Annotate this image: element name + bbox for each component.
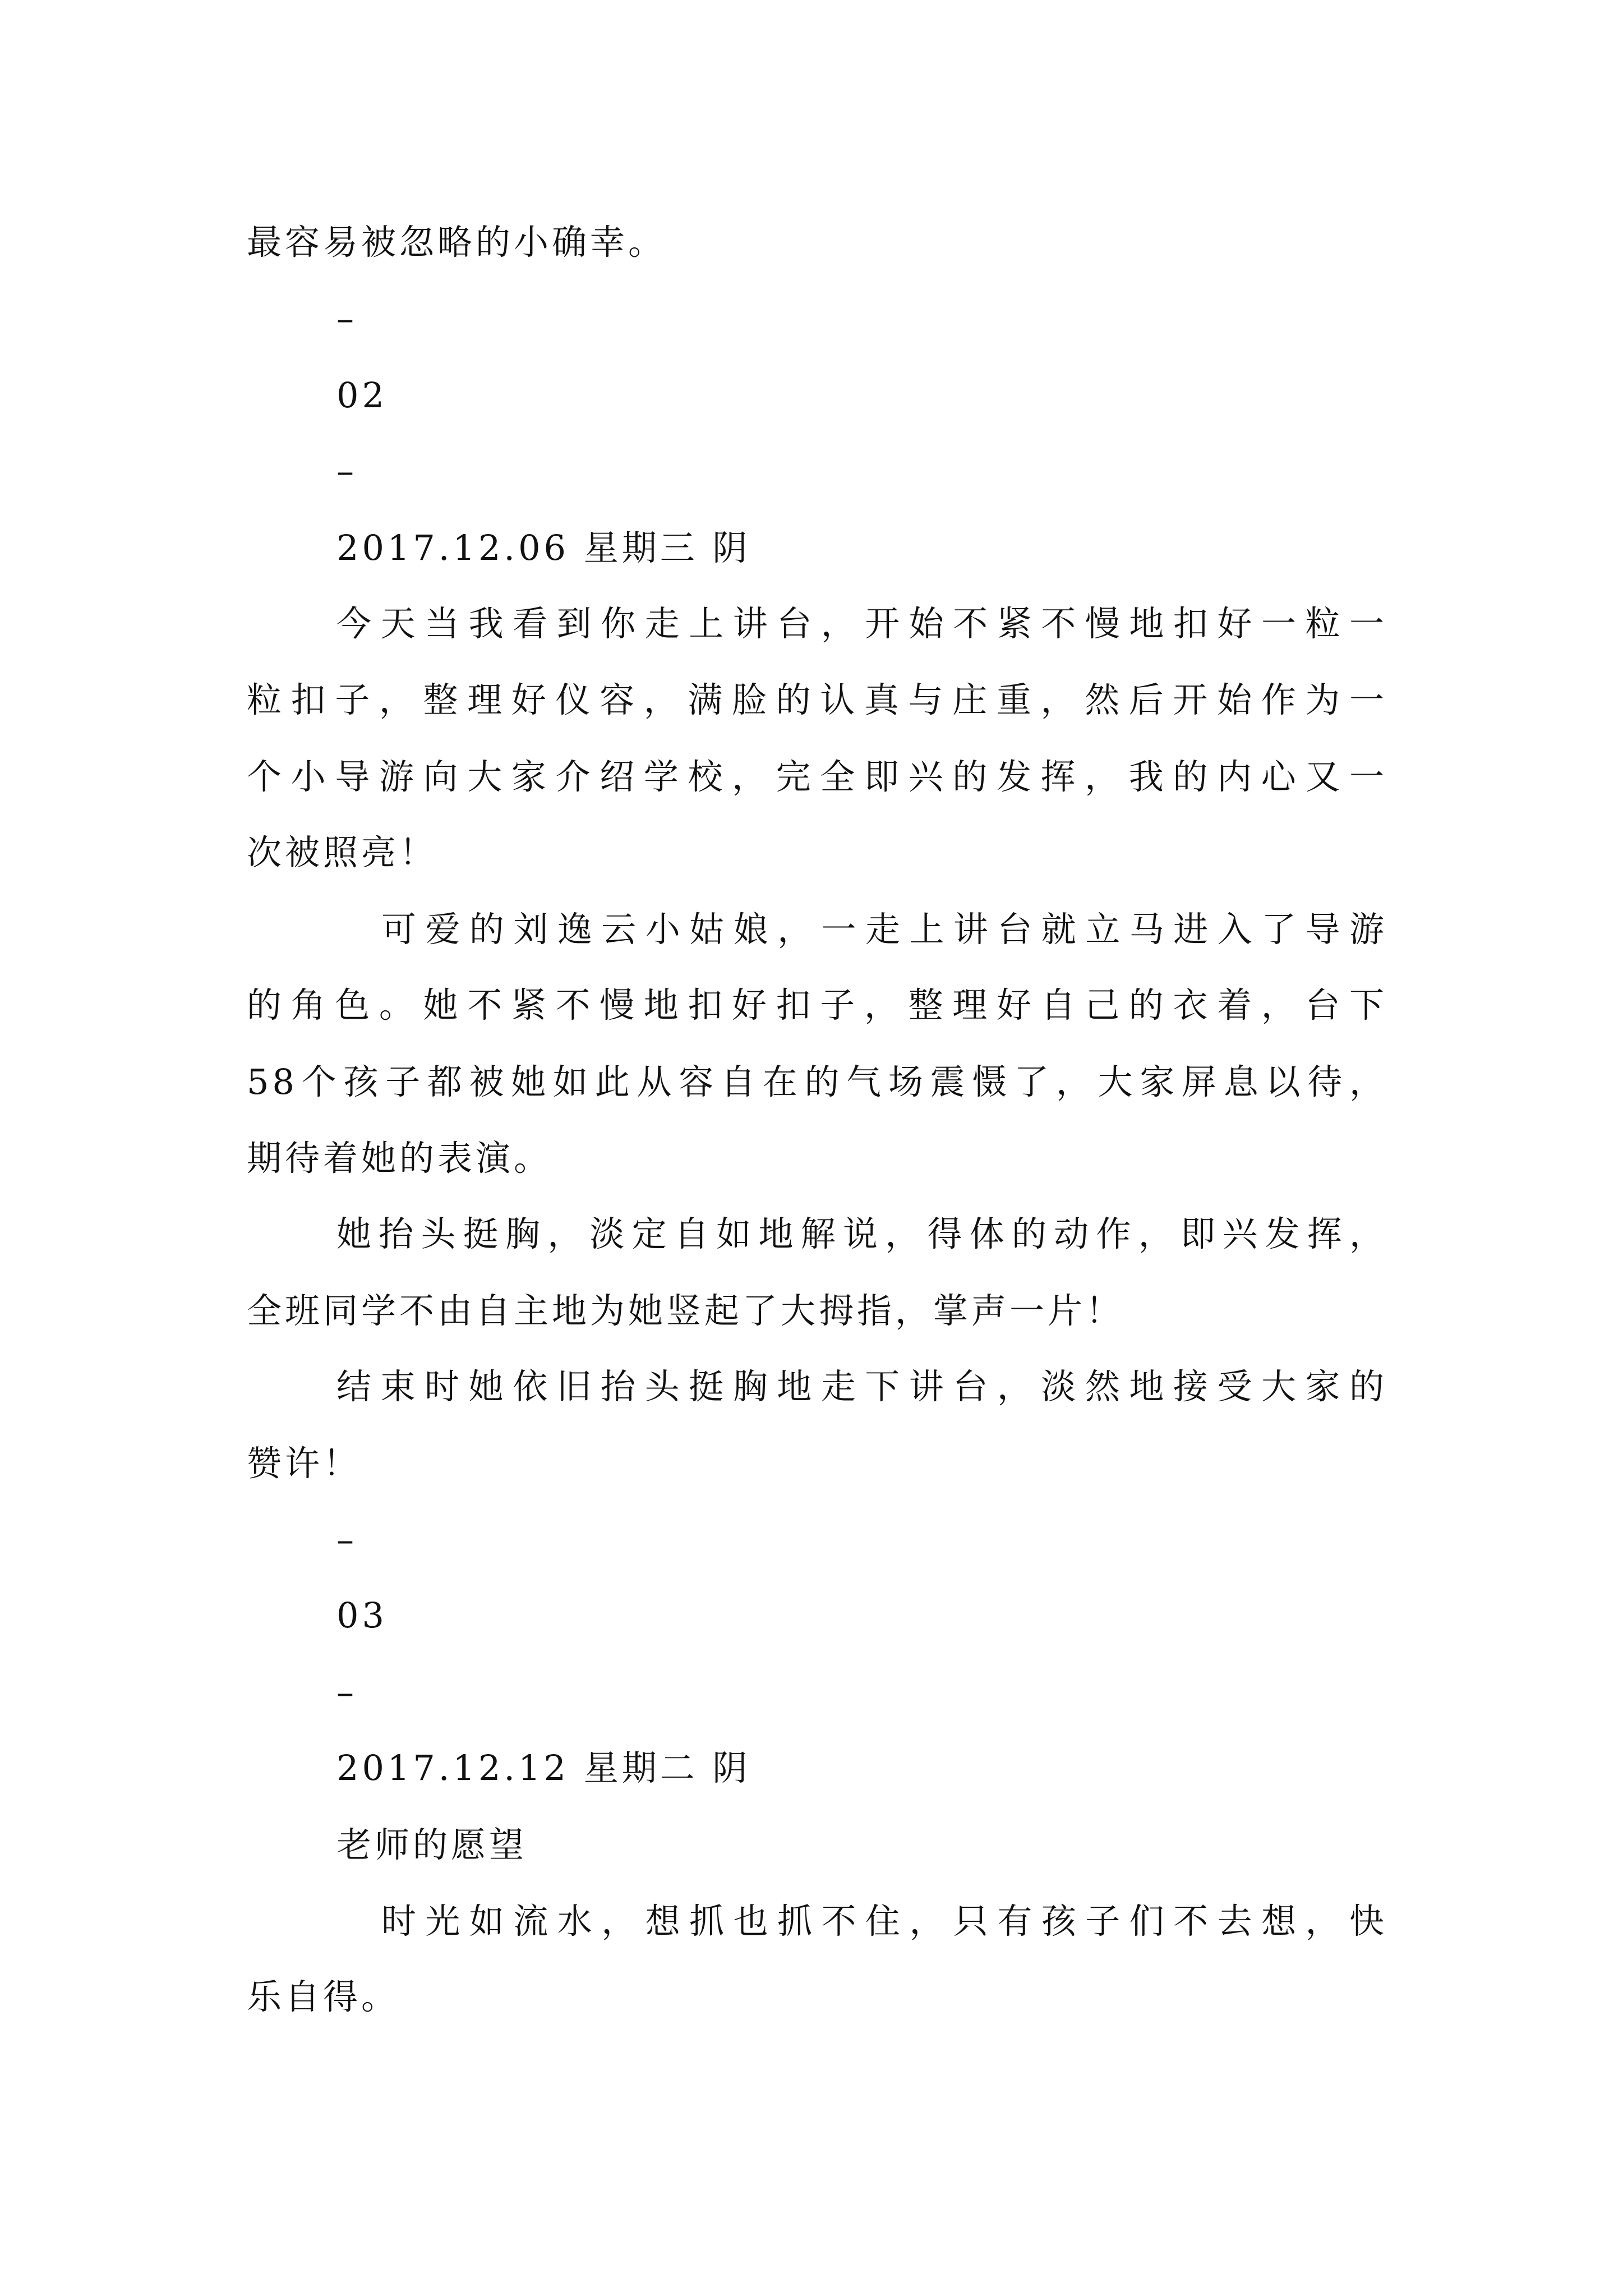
paragraph-line: 乐自得。 — [247, 1976, 400, 2017]
paragraph-line: 全班同学不由自主地为她竖起了大拇指，掌声一片！ — [247, 1290, 1124, 1331]
paragraph-line: 的角色。她不紧不慢地扣好扣子，整理好自己的衣着，台下 — [247, 984, 1387, 1025]
paragraph-line: 时光如流水，想抓也抓不住，只有孩子们不去想，快 — [381, 1901, 1387, 1941]
separator-dash: – — [336, 1519, 357, 1560]
paragraph-line: 赞许！ — [247, 1443, 362, 1484]
separator-dash: – — [336, 1672, 357, 1713]
entry-heading: 老师的愿望 — [336, 1824, 528, 1865]
paragraph-line: 今天当我看到你走上讲台，开始不紧不慢地扣好一粒一 — [336, 603, 1387, 644]
paragraph-line: 58个孩子都被她如此从容自在的气场震慑了，大家屏息以待， — [247, 1061, 1387, 1102]
entry-date: 2017.12.12 星期二 阴 — [336, 1747, 751, 1788]
section-number: 03 — [336, 1595, 388, 1636]
paragraph-line: 可爱的刘逸云小姑娘，一走上讲台就立马进入了导游 — [381, 909, 1387, 950]
entry-date: 2017.12.06 星期三 阴 — [336, 527, 751, 568]
paragraph-line: 她抬头挺胸，淡定自如地解说，得体的动作，即兴发挥， — [336, 1213, 1387, 1254]
paragraph-line: 个小导游向大家介绍学校，完全即兴的发挥，我的内心又一 — [247, 756, 1387, 797]
paragraph-line: 结束时她依旧抬头挺胸地走下讲台，淡然地接受大家的 — [336, 1366, 1387, 1407]
separator-dash: – — [336, 298, 357, 339]
text-line: 最容易被忽略的小确幸。 — [247, 222, 667, 263]
paragraph-line: 次被照亮！ — [247, 832, 438, 873]
paragraph-line: 期待着她的表演。 — [247, 1138, 552, 1179]
separator-dash: – — [336, 450, 357, 491]
section-number: 02 — [336, 375, 388, 416]
paragraph-line: 粒扣子，整理好仪容，满脸的认真与庄重，然后开始作为一 — [247, 679, 1387, 720]
